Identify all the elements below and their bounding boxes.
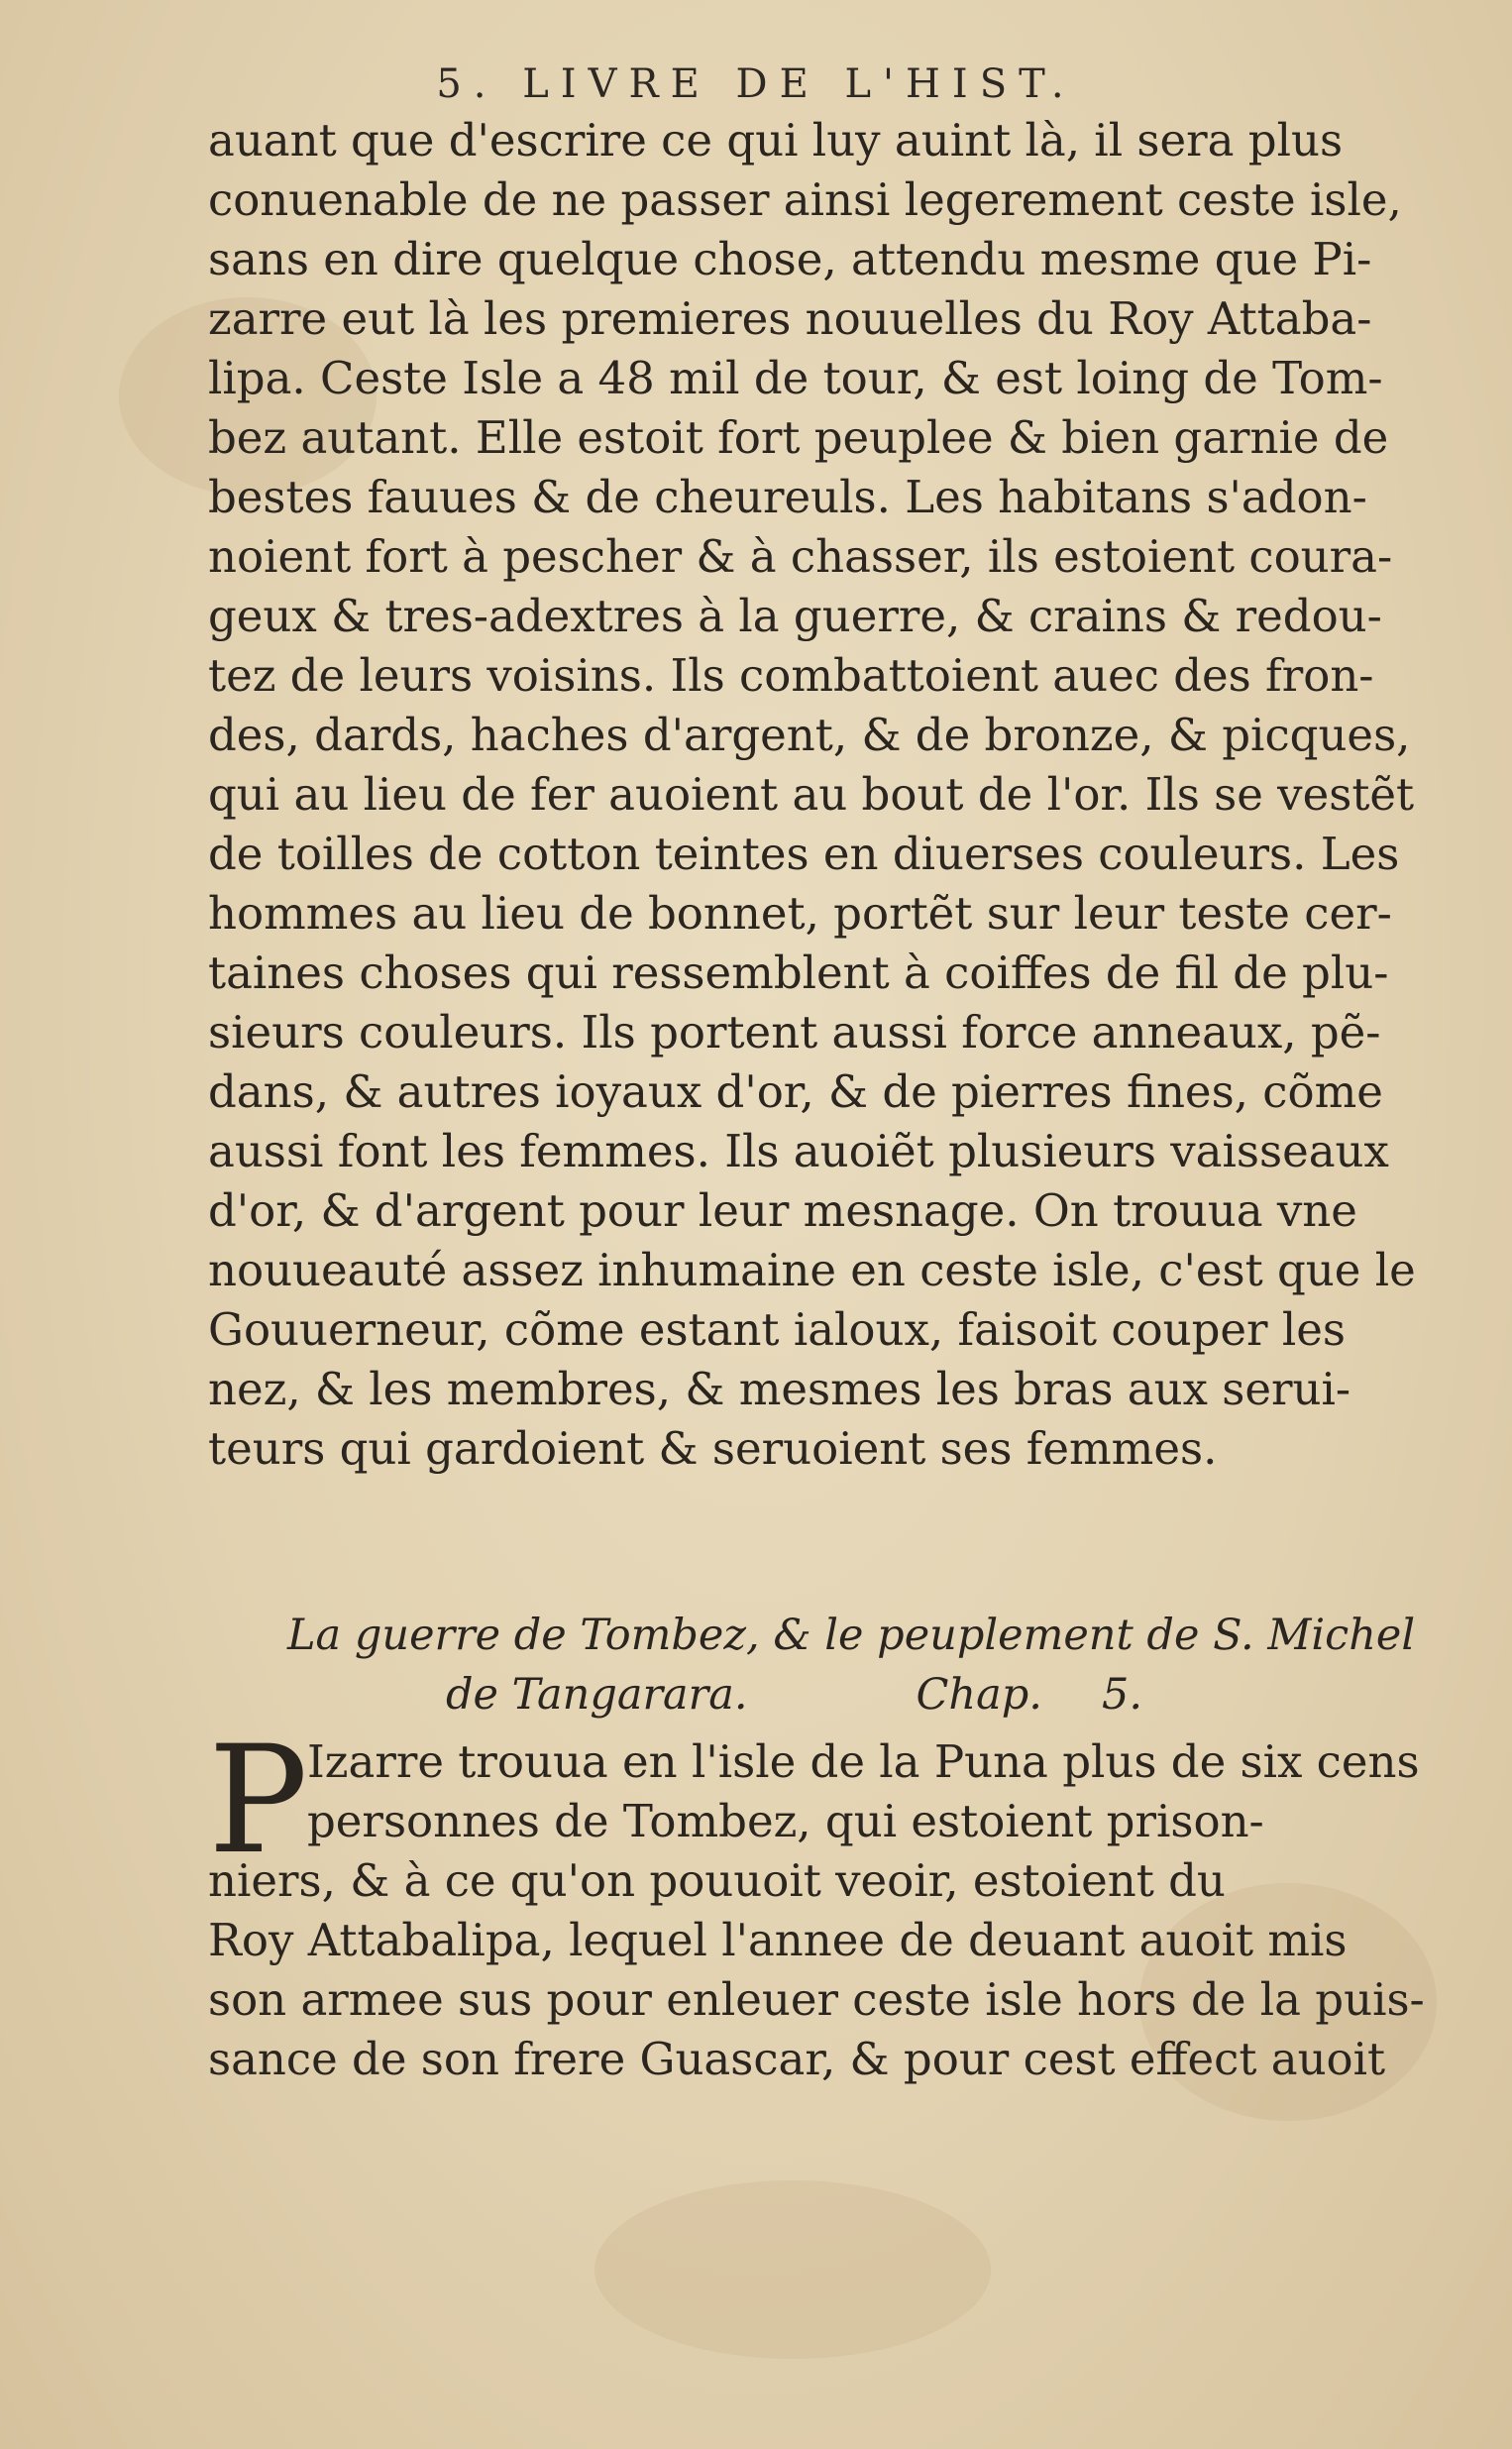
text-line: niers, & à ce qu'on pouuoit veoir, estoient du [208, 1854, 1226, 1907]
chapter-label: Chap. [916, 1670, 1042, 1720]
text-line: tez de leurs voisins. Ils combattoient auec des fron- [208, 649, 1374, 702]
text-line: qui au lieu de fer auoient au bout de l'or. Ils se vestẽt [208, 768, 1415, 821]
text-line: des, dards, haches d'argent, & de bronze, & picques, [208, 709, 1411, 761]
text-line: de toilles de cotton teintes en diuerses couleurs. Les [208, 828, 1400, 880]
text-line: hommes au lieu de bonnet, portẽt sur leur teste cer- [208, 887, 1392, 940]
text-line: nouueauté assez inhumaine en ceste isle, c'est que le [208, 1244, 1416, 1296]
text-line: conuenable de ne passer ainsi legerement ceste isle, [208, 173, 1402, 226]
text-line: dans, & autres ioyaux d'or, & de pierres fines, cõme [208, 1065, 1383, 1118]
drop-cap: P [208, 1715, 308, 1887]
text-line: sieurs couleurs. Ils portent aussi force anneaux, pẽ- [208, 1006, 1381, 1058]
text-line: Gouuerneur, cõme estant ialoux, faisoit couper les [208, 1303, 1346, 1356]
chapter-title-line [208, 1665, 1397, 1725]
text-line: auant que d'escrire ce qui luy auint là, il sera plus [208, 114, 1344, 167]
body-text [208, 111, 1416, 1479]
text-line: taines choses qui ressemblent à coiffes de fil de plu- [208, 946, 1389, 999]
text-line: zarre eut là les premieres nouuelles du Roy Attaba- [208, 292, 1372, 345]
text-line: noient fort à pescher & à chasser, ils estoient coura- [208, 530, 1393, 583]
text-line: aussi font les femmes. Ils auoiẽt plusieurs vaisseaux [208, 1125, 1389, 1177]
text-line: nez, & les membres, & mesmes les bras aux serui- [208, 1363, 1351, 1415]
chapter-heading [208, 1606, 1416, 1725]
text-line: lipa. Ceste Isle a 48 mil de tour, & est loing de Tom- [208, 352, 1383, 404]
text-line: sans en dire quelque chose, attendu mesme que Pi- [208, 233, 1372, 285]
text-line: bestes fauues & de cheureuls. Les habitans s'adon- [208, 471, 1367, 523]
chapter-title-continuation: de Tangarara. [446, 1670, 748, 1720]
running-head: 5. LIVRE DE L'HIST. [436, 61, 1076, 107]
text-line: Izarre trouua en l'isle de la Puna plus de six cens [307, 1735, 1420, 1788]
paper-stain [594, 2180, 991, 2359]
chapter-body [208, 1715, 1425, 2089]
text-line: bez autant. Elle estoit fort peuplee & bien garnie de [208, 411, 1389, 464]
chapter-title-line: La guerre de Tombez, & le peuplement de S. Michel [287, 1611, 1416, 1660]
text-line: d'or, & d'argent pour leur mesnage. On trouua vne [208, 1184, 1357, 1237]
text-line: geux & tres-adextres à la guerre, & crains & redou- [208, 590, 1382, 642]
text-line: personnes de Tombez, qui estoient prison- [307, 1795, 1264, 1847]
text-line: Roy Attabalipa, lequel l'annee de deuant auoit mis [208, 1914, 1348, 1966]
text-line: son armee sus pour enleuer ceste isle hors de la puis- [208, 1973, 1425, 2026]
text-line: teurs qui gardoient & seruoient ses femmes. [208, 1422, 1218, 1475]
text-line: sance de son frere Guascar, & pour cest effect auoit [208, 2033, 1386, 2085]
chapter-number: 5. [1101, 1670, 1142, 1720]
